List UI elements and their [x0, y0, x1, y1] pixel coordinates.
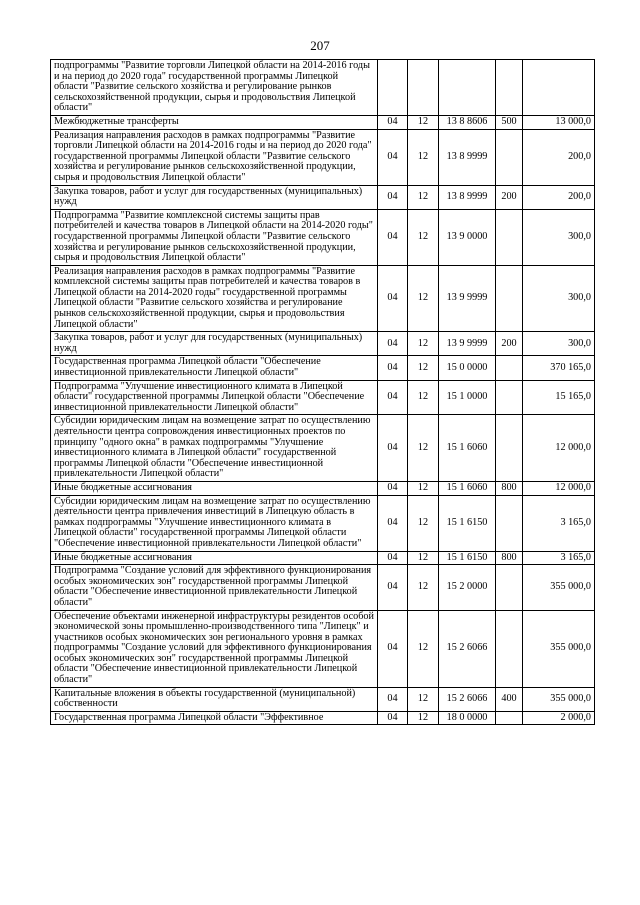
amount-cell: 3 165,0	[523, 551, 595, 565]
table-row	[51, 687, 595, 711]
subsection-code-cell: 12	[408, 265, 439, 332]
row-name-cell: Государственная программа Липецкой области "Обеспечение инвестиционной привлекательности Липецкой области"	[51, 356, 378, 380]
subsection-code-cell: 12	[408, 115, 439, 129]
table-row	[51, 565, 595, 610]
expense-type-cell	[496, 495, 523, 551]
expense-type-cell	[496, 380, 523, 415]
amount-cell: 15 165,0	[523, 380, 595, 415]
expense-type-cell	[496, 60, 523, 116]
amount-cell: 300,0	[523, 265, 595, 332]
row-name-cell: Государственная программа Липецкой области "Эффективное	[51, 711, 378, 725]
amount-cell: 370 165,0	[523, 356, 595, 380]
subsection-code-cell: 12	[408, 185, 439, 209]
section-code-cell: 04	[378, 481, 408, 495]
table-row	[51, 209, 595, 265]
section-code-cell: 04	[378, 415, 408, 482]
table-row	[51, 60, 595, 116]
amount-cell: 2 000,0	[523, 711, 595, 725]
amount-cell: 13 000,0	[523, 115, 595, 129]
row-name-cell: Субсидии юридическим лицам на возмещение затрат по осуществлению деятельности центра привлечения инвестиций в Липецкую область в рамках подпрограммы "Улучшение инвестиционного климата в Липецкой области" государственной программы Липецкой области "Обеспечение инвестиционной привлекательности Липецкой области"	[51, 495, 378, 551]
row-name-cell: Закупка товаров, работ и услуг для государственных (муниципальных) нужд	[51, 185, 378, 209]
section-code-cell: 04	[378, 380, 408, 415]
table-row	[51, 332, 595, 356]
section-code-cell: 04	[378, 687, 408, 711]
expense-type-cell	[496, 565, 523, 610]
row-name-cell: Субсидии юридическим лицам на возмещение затрат по осуществлению деятельности центра сопровождения инвестиционных проектов по принципу "одного окна" в рамках подпрограммы "Улучшение инвестиционного климата в Липецкой области" государственной программы Липецкой области "Обеспечение инвестиционной привлекательности Липецкой области"	[51, 415, 378, 482]
target-article-cell: 15 1 6060	[439, 481, 496, 495]
amount-cell: 200,0	[523, 129, 595, 185]
target-article-cell: 13 9 0000	[439, 209, 496, 265]
subsection-code-cell: 12	[408, 356, 439, 380]
row-name-cell: Закупка товаров, работ и услуг для государственных (муниципальных) нужд	[51, 332, 378, 356]
subsection-code-cell: 12	[408, 687, 439, 711]
table-row	[51, 356, 595, 380]
expense-type-cell	[496, 415, 523, 482]
target-article-cell: 15 1 0000	[439, 380, 496, 415]
expense-type-cell	[496, 129, 523, 185]
row-name-cell: Иные бюджетные ассигнования	[51, 481, 378, 495]
table-row	[51, 711, 595, 725]
subsection-code-cell: 12	[408, 711, 439, 725]
row-name-cell: подпрограммы "Развитие торговли Липецкой области на 2014-2016 годы и на период до 2020 года" государственной программы Липецкой области "Развитие сельского хозяйства и регулирование рынков сельскохозяйственной продукции, сырья и продовольствия Липецкой области"	[51, 60, 378, 116]
amount-cell	[523, 60, 595, 116]
subsection-code-cell: 12	[408, 481, 439, 495]
target-article-cell: 13 8 8606	[439, 115, 496, 129]
row-name-cell: Подпрограмма "Создание условий для эффективного функционирования особых экономических зон" государственной программы Липецкой области "Обеспечение инвестиционной привлекательности Липецкой области"	[51, 565, 378, 610]
table-row	[51, 265, 595, 332]
expense-type-cell: 800	[496, 551, 523, 565]
section-code-cell: 04	[378, 185, 408, 209]
section-code-cell: 04	[378, 209, 408, 265]
expense-type-cell	[496, 265, 523, 332]
section-code-cell: 04	[378, 495, 408, 551]
target-article-cell: 15 2 6066	[439, 687, 496, 711]
subsection-code-cell: 12	[408, 495, 439, 551]
row-name-cell: Обеспечение объектами инженерной инфраструктуры резидентов особой экономической зоны промышленно-производственного типа "Липецк" и участников особых экономических зон регионального уровня в рамках подпрограммы "Создание условий для эффективного функционирования особых экономических зон" государственной программы Липецкой области "Обеспечение инвестиционной привлекательности Липецкой области"	[51, 610, 378, 687]
expense-type-cell: 400	[496, 687, 523, 711]
amount-cell: 355 000,0	[523, 610, 595, 687]
amount-cell: 200,0	[523, 185, 595, 209]
amount-cell: 12 000,0	[523, 481, 595, 495]
row-name-cell: Межбюджетные трансферты	[51, 115, 378, 129]
amount-cell: 300,0	[523, 332, 595, 356]
target-article-cell: 13 8 9999	[439, 129, 496, 185]
subsection-code-cell: 12	[408, 610, 439, 687]
table-row	[51, 495, 595, 551]
amount-cell: 300,0	[523, 209, 595, 265]
expense-type-cell	[496, 209, 523, 265]
table-row	[51, 129, 595, 185]
subsection-code-cell: 12	[408, 415, 439, 482]
subsection-code-cell: 12	[408, 209, 439, 265]
expense-type-cell: 800	[496, 481, 523, 495]
budget-table	[50, 59, 595, 725]
expense-type-cell: 200	[496, 185, 523, 209]
target-article-cell: 13 9 9999	[439, 332, 496, 356]
subsection-code-cell: 12	[408, 565, 439, 610]
section-code-cell: 04	[378, 265, 408, 332]
target-article-cell: 15 2 6066	[439, 610, 496, 687]
expense-type-cell	[496, 610, 523, 687]
row-name-cell: Подпрограмма "Улучшение инвестиционного климата в Липецкой области" государственной программы Липецкой области "Обеспечение инвестиционной привлекательности Липецкой области"	[51, 380, 378, 415]
target-article-cell: 15 1 6150	[439, 551, 496, 565]
table-row	[51, 551, 595, 565]
amount-cell: 12 000,0	[523, 415, 595, 482]
section-code-cell: 04	[378, 551, 408, 565]
expense-type-cell: 500	[496, 115, 523, 129]
row-name-cell: Капитальные вложения в объекты государственной (муниципальной) собственности	[51, 687, 378, 711]
row-name-cell: Иные бюджетные ассигнования	[51, 551, 378, 565]
subsection-code-cell	[408, 60, 439, 116]
section-code-cell: 04	[378, 356, 408, 380]
amount-cell: 355 000,0	[523, 565, 595, 610]
table-row	[51, 115, 595, 129]
target-article-cell: 13 9 9999	[439, 265, 496, 332]
subsection-code-cell: 12	[408, 129, 439, 185]
page-number: 207	[310, 38, 330, 53]
section-code-cell: 04	[378, 565, 408, 610]
section-code-cell: 04	[378, 332, 408, 356]
section-code-cell: 04	[378, 711, 408, 725]
target-article-cell: 15 1 6060	[439, 415, 496, 482]
subsection-code-cell: 12	[408, 332, 439, 356]
table-row	[51, 380, 595, 415]
table-row	[51, 481, 595, 495]
target-article-cell: 18 0 0000	[439, 711, 496, 725]
section-code-cell: 04	[378, 610, 408, 687]
budget-table-body	[51, 60, 595, 725]
row-name-cell: Подпрограмма "Развитие комплексной системы защиты прав потребителей и качества товаров в Липецкой области на 2014-2020 годы" государственной программы Липецкой области "Развитие сельского хозяйства и регулирование рынков сельскохозяйственной продукции, сырья и продовольствия Липецкой области"	[51, 209, 378, 265]
target-article-cell: 15 0 0000	[439, 356, 496, 380]
section-code-cell	[378, 60, 408, 116]
section-code-cell: 04	[378, 115, 408, 129]
row-name-cell: Реализация направления расходов в рамках подпрограммы "Развитие торговли Липецкой области на 2014-2016 годы и на период до 2020 года" государственной программы Липецкой области "Развитие сельского хозяйства и регулирование рынков сельскохозяйственной продукции, сырья и продовольствия Липецкой области"	[51, 129, 378, 185]
expense-type-cell: 200	[496, 332, 523, 356]
amount-cell: 3 165,0	[523, 495, 595, 551]
table-row	[51, 415, 595, 482]
table-row	[51, 185, 595, 209]
subsection-code-cell: 12	[408, 551, 439, 565]
target-article-cell: 15 2 0000	[439, 565, 496, 610]
subsection-code-cell: 12	[408, 380, 439, 415]
expense-type-cell	[496, 356, 523, 380]
table-row	[51, 610, 595, 687]
section-code-cell: 04	[378, 129, 408, 185]
amount-cell: 355 000,0	[523, 687, 595, 711]
target-article-cell: 15 1 6150	[439, 495, 496, 551]
target-article-cell: 13 8 9999	[439, 185, 496, 209]
expense-type-cell	[496, 711, 523, 725]
target-article-cell	[439, 60, 496, 116]
row-name-cell: Реализация направления расходов в рамках подпрограммы "Развитие комплексной системы защиты прав потребителей и качества товаров в Липецкой области на 2014-2020 годы" государственной программы Липецкой области "Развитие сельского хозяйства и регулирование рынков сельскохозяйственной продукции, сырья и продовольствия Липецкой области"	[51, 265, 378, 332]
